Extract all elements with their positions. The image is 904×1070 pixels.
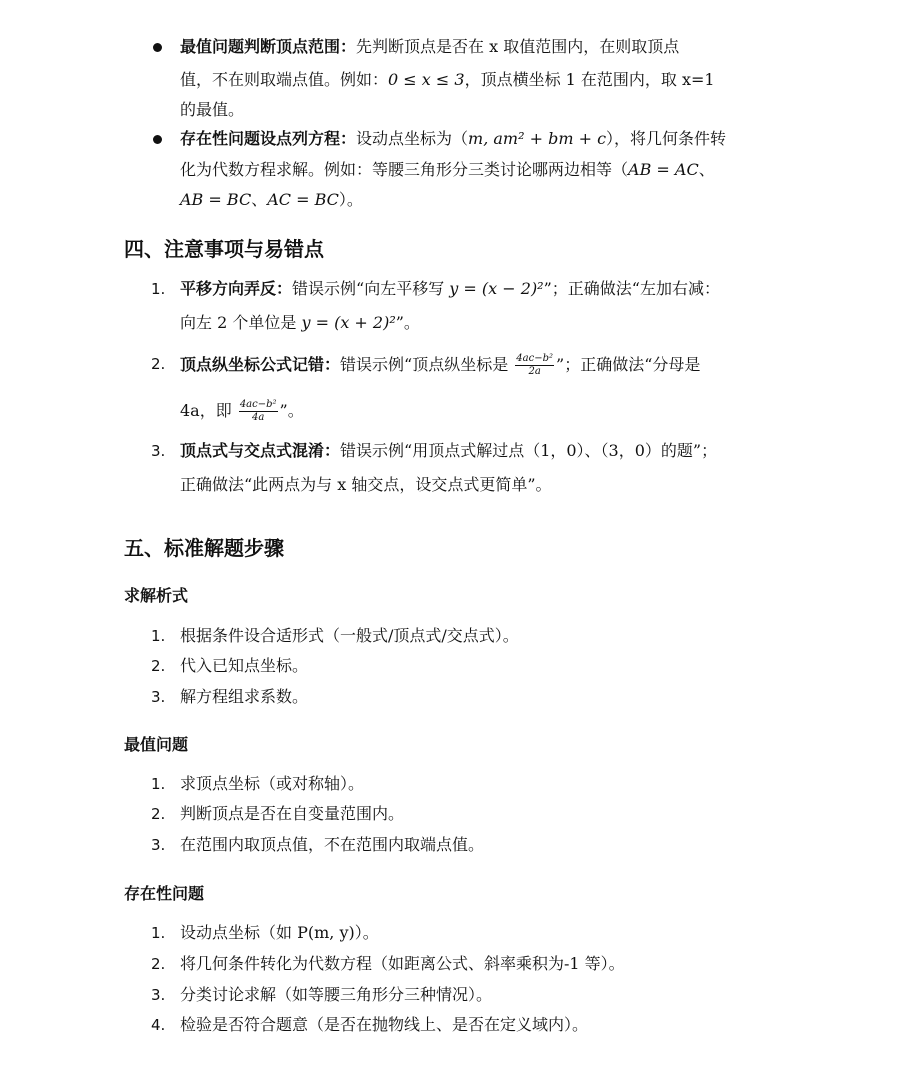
list-item: 解方程组求系数。: [180, 687, 309, 706]
fraction: [239, 399, 278, 424]
fraction-denominator: 4a: [252, 412, 265, 423]
item-number: 2.: [151, 657, 166, 675]
bullet-text: ，顶点横坐标 1 在范围内，取 x=1: [464, 70, 715, 89]
item-number: 3.: [151, 836, 166, 854]
item-number: 1.: [151, 924, 166, 942]
math-expression: AB = BC: [180, 190, 252, 209]
bullet-text: ）。: [338, 190, 363, 209]
fraction-numerator: 4ac−b²: [239, 399, 277, 410]
fraction-denominator: 2a: [528, 366, 541, 377]
bullet-text: 设动点坐标为（: [356, 129, 469, 148]
item-text: ”；正确做法“左加右减：: [543, 279, 720, 298]
list-item: 设动点坐标（如 P(m, y)）。: [180, 923, 379, 942]
subsection-heading: 最值问题: [124, 735, 189, 754]
item-text: 正确做法“此两点为与 x 轴交点，设交点式更简单”。: [180, 475, 552, 494]
bullet-title: 最值问题判断顶点范围：: [180, 37, 357, 56]
bullet-dot: [153, 43, 162, 52]
item-number: 3.: [151, 442, 166, 460]
item-number: 4.: [151, 1016, 166, 1034]
item-number: 1.: [151, 775, 166, 793]
bullet-text: ），将几何条件转: [606, 129, 727, 148]
item-text: ”。: [395, 313, 420, 332]
item-number: 2.: [151, 355, 166, 373]
math-expression: AC = BC: [267, 190, 339, 209]
item-text: 错误示例“向左平移写: [292, 279, 450, 298]
item-text: 错误示例“用顶点式解过点（1，0）、（3，0）的题”；: [340, 441, 718, 460]
list-item: 求顶点坐标（或对称轴）。: [180, 774, 365, 793]
list-item: 根据条件设合适形式（一般式/顶点式/交点式）。: [180, 626, 519, 645]
item-text: ”。: [279, 401, 304, 420]
item-text: 向左 2 个单位是: [180, 313, 302, 332]
list-item: 检验是否符合题意（是否在抛物线上、是否在定义域内）。: [180, 1015, 589, 1034]
section-heading: 四、注意事项与易错点: [124, 237, 324, 261]
item-text: ”；正确做法“分母是: [556, 355, 701, 374]
item-number: 2.: [151, 955, 166, 973]
bullet-text: 、: [251, 190, 268, 209]
item-title: 平移方向弄反：: [180, 279, 293, 298]
bullet-text: 化为代数方程求解。例如：等腰三角形分三类讨论哪两边相等（: [180, 160, 629, 179]
bullet-title: 存在性问题设点列方程：: [180, 129, 357, 148]
item-title: 顶点纵坐标公式记错：: [180, 355, 341, 374]
list-item: 将几何条件转化为代数方程（如距离公式、斜率乘积为-1 等）。: [180, 954, 625, 973]
list-item: 判断顶点是否在自变量范围内。: [180, 804, 405, 823]
subsection-heading: 存在性问题: [124, 884, 205, 903]
math-expression: 0 ≤ x ≤ 3: [388, 70, 465, 89]
item-title: 顶点式与交点式混淆：: [180, 441, 341, 460]
item-number: 2.: [151, 805, 166, 823]
list-item: 分类讨论求解（如等腰三角形分三种情况）。: [180, 985, 493, 1004]
item-text: 错误示例“顶点纵坐标是: [340, 355, 514, 374]
section-heading: 五、标准解题步骤: [124, 536, 284, 560]
math-expression: y = (x − 2)²: [449, 279, 544, 298]
fraction-numerator: 4ac−b²: [516, 353, 554, 364]
bullet-dot: [153, 135, 162, 144]
subsection-heading: 求解析式: [124, 586, 189, 605]
bullet-text: 值，不在则取端点值。例如：: [180, 70, 389, 89]
item-number: 3.: [151, 688, 166, 706]
bullet-text: 、: [698, 160, 715, 179]
bullet-text: 的最值。: [180, 100, 245, 119]
item-number: 1.: [151, 280, 166, 298]
item-number: 3.: [151, 986, 166, 1004]
list-item: 在范围内取顶点值，不在范围内取端点值。: [180, 835, 485, 854]
bullet-text: 先判断顶点是否在 x 取值范围内，在则取顶点: [356, 37, 680, 56]
math-expression: m, am² + bm + c: [468, 129, 607, 148]
item-number: 1.: [151, 627, 166, 645]
math-expression: y = (x + 2)²: [301, 313, 396, 332]
list-item: 代入已知点坐标。: [180, 656, 309, 675]
item-text: 4a，即: [180, 401, 237, 420]
math-expression: AB = AC: [628, 160, 699, 179]
fraction: [515, 353, 554, 378]
